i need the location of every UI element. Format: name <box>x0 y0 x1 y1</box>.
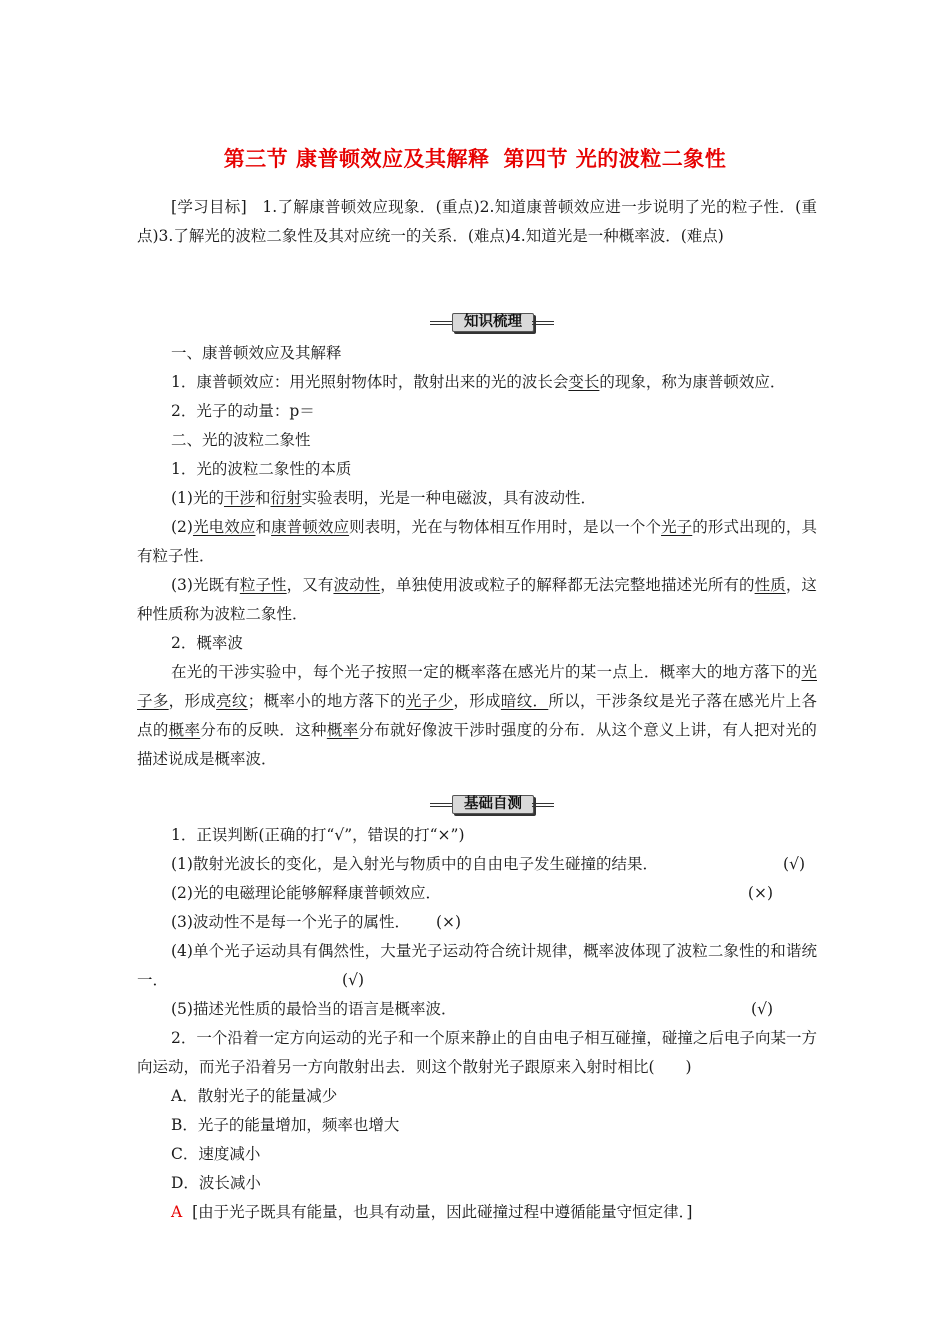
knowledge-section <box>137 339 817 774</box>
judge-item-1: (1)散射光波长的变化，是入射光与物质中的自由电子发生碰撞的结果． (√) <box>137 850 817 879</box>
judge-item-5: (5)描述光性质的最恰当的语言是概率波． (√) <box>137 995 817 1024</box>
paragraph-compton-effect: 1．康普顿效应：用光照射物体时，散射出来的光的波长会变长的现象，称为康普顿效应． <box>171 373 786 391</box>
judge-mark-3: (×) <box>435 913 462 931</box>
banner-knowledge-label: 知识梳理 <box>452 313 534 332</box>
blank-answer: 光子少 <box>405 692 454 710</box>
title-part-1: 第三节 康普顿效应及其解释 <box>223 147 490 171</box>
banner-test-label: 基础自测 <box>452 795 534 814</box>
section-banner-knowledge <box>430 313 554 333</box>
self-test-section <box>137 821 817 1227</box>
option-b: B．光子的能量增加，频率也增大 <box>171 1116 400 1134</box>
page-title <box>0 143 950 173</box>
blank-answer: 波动性 <box>333 576 381 594</box>
paragraph-probability-wave: 在光的干涉实验中，每个光子按照一定的概率落在感光片的某一点上．概率大的地方落下的光子多，形成亮纹；概率小的地方落下的光子少，形成暗纹．所以，干涉条纹是光子落在感光片上各点的概率分布的反映．这种概率分布就好像波干涉时强度的分布．从这个意义上讲，有人把对光的描述说成是概率波． <box>137 663 817 768</box>
blank-answer: 康普顿效应 <box>271 518 350 536</box>
judge-item-4: (4)单个光子运动具有偶然性，大量光子运动符合统计规律，概率波体现了波粒二象性的和谐统一． (√) <box>137 942 817 989</box>
option-d: D．波长减小 <box>171 1174 261 1192</box>
judge-item-2: (2)光的电磁理论能够解释康普顿效应． (×) <box>137 879 817 908</box>
learning-goals <box>137 193 817 251</box>
goals-text: 1.了解康普顿效应现象．(重点)2.知道康普顿效应进一步说明了光的粒子性．(重点)3.了解光的波粒二象性及其对应统一的关系．(难点)4.知道光是一种概率波．(难点) <box>137 198 817 245</box>
judge-mark-1: (√) <box>783 855 805 873</box>
blank-answer: 暗纹． <box>500 692 549 710</box>
judge-mark-4: (√) <box>342 971 364 989</box>
answer-text: [由于光子既具有能量，也具有动量，因此碰撞过程中遵循能量守恒定律．] <box>192 1203 693 1221</box>
blank-answer: 性质 <box>754 576 786 594</box>
goals-label: [学习目标] <box>171 198 247 216</box>
blank-answer: 干涉 <box>223 489 255 507</box>
paragraph-particle-evidence: (2)光电效应和康普顿效应则表明，光在与物体相互作用时，是以一个个光子的形式出现的，具有粒子性． <box>137 518 817 565</box>
blank-answer: 概率 <box>326 721 359 739</box>
answer-explanation <box>137 1198 817 1227</box>
heading-compton: 一、康普顿效应及其解释 <box>171 344 342 362</box>
blank-answer: 粒子性 <box>239 576 287 594</box>
paragraph-photon-momentum: 2．光子的动量：p＝ <box>171 402 315 420</box>
judge-mark-5: (√) <box>751 1000 773 1018</box>
heading-wave-particle: 二、光的波粒二象性 <box>171 431 311 449</box>
title-part-2: 第四节 光的波粒二象性 <box>503 147 727 171</box>
question-1: 1．正误判断(正确的打“√”，错误的打“×”) <box>171 826 465 844</box>
paragraph-duality: (3)光既有粒子性，又有波动性，单独使用波或粒子的解释都无法完整地描述光所有的性质，这种性质称为波粒二象性． <box>137 576 817 623</box>
blank-answer: 光子多 <box>137 663 817 710</box>
option-a: A．散射光子的能量减少 <box>171 1087 338 1105</box>
blank-answer: 变长 <box>568 373 600 391</box>
option-c: C．速度减小 <box>171 1145 261 1163</box>
judge-item-3: (3)波动性不是每一个光子的属性． (×) <box>171 913 462 931</box>
judge-mark-2: (×) <box>747 884 773 902</box>
blank-answer: 亮纹 <box>216 692 248 710</box>
blank-answer: 光子 <box>661 518 693 536</box>
blank-answer: 概率 <box>168 721 201 739</box>
answer-letter: A <box>171 1203 183 1221</box>
paragraph-probability-heading: 2．概率波 <box>171 634 243 652</box>
paragraph-nature: 1．光的波粒二象性的本质 <box>171 460 352 478</box>
blank-answer: 衍射 <box>270 489 302 507</box>
blank-answer: 光电效应 <box>192 518 256 536</box>
question-2: 2．一个沿着一定方向运动的光子和一个原来静止的自由电子相互碰撞，碰撞之后电子向某一方向运动，而光子沿着另一方向散射出去．则这个散射光子跟原来入射时相比( ) <box>137 1029 817 1076</box>
paragraph-wave-evidence: (1)光的干涉和衍射实验表明，光是一种电磁波，具有波动性． <box>171 489 597 507</box>
section-banner-test <box>430 795 554 815</box>
